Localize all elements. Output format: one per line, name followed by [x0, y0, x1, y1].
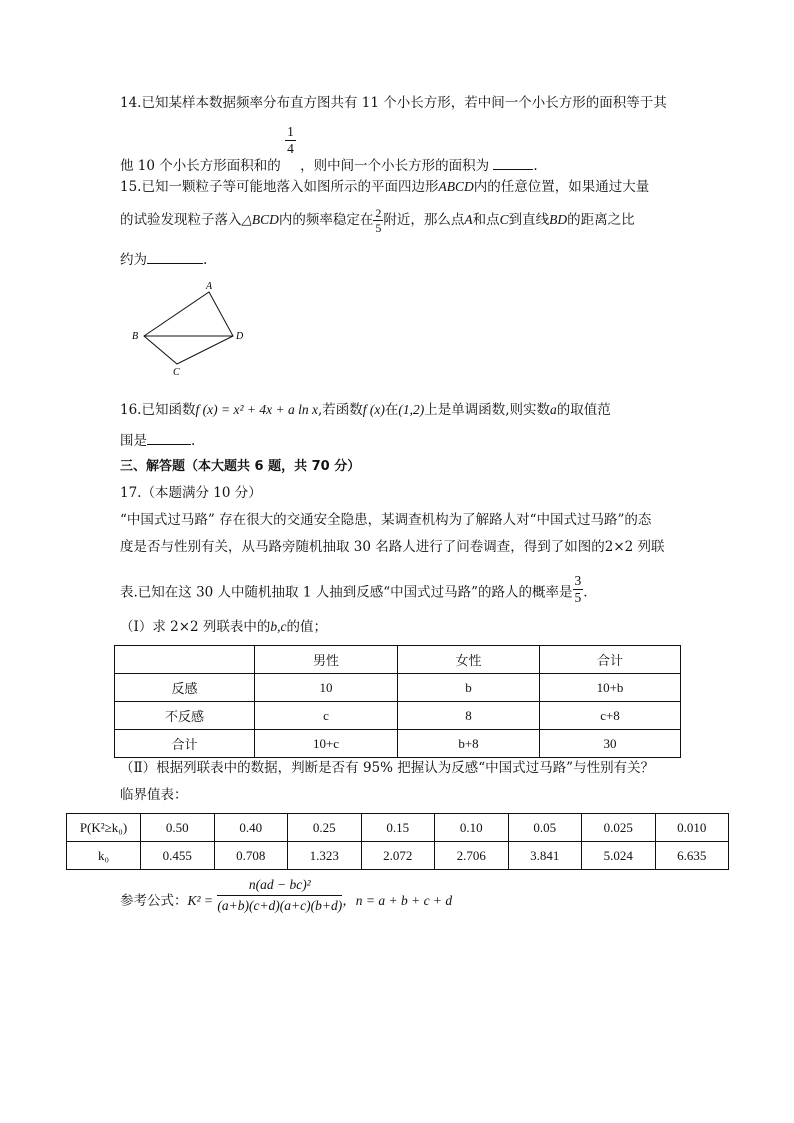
q15-var-bd: BD	[549, 212, 568, 227]
q15-frac-den: 5	[375, 221, 382, 235]
header-cell: 合计	[540, 646, 681, 674]
q14-line2	[120, 124, 538, 174]
q16-function: f (x) = x² + 4x + a ln x	[195, 402, 318, 417]
table-cell: 0.010	[655, 814, 729, 842]
table-cell: b	[398, 674, 540, 702]
label-b: B	[132, 331, 139, 342]
table-cell: 1.323	[288, 842, 362, 870]
header-cell: 男性	[255, 646, 398, 674]
q16-line1	[120, 403, 611, 418]
table-cell: 10	[255, 674, 398, 702]
table-cell: 0.40	[214, 814, 288, 842]
q17-part1-end: 的值；	[286, 619, 328, 635]
critical-value-table	[66, 813, 729, 870]
q14-text-post: ，则中间一个小长方形的面积为	[300, 157, 490, 174]
table-cell: 0.15	[361, 814, 435, 842]
critical-value-label: 临界值表：	[120, 787, 188, 803]
q17-frac-num: 3	[574, 573, 582, 588]
table-cell: 0.455	[141, 842, 215, 870]
formula-denominator: (a+b)(c+d)(a+c)(b+d)	[217, 897, 343, 913]
formula-numerator: n(ad − bc)²	[217, 878, 342, 896]
reference-formula	[120, 878, 452, 912]
q17-p3-end: .	[583, 584, 588, 601]
q15-l2-post: 的距离之比	[567, 212, 635, 228]
q16-answer-blank	[147, 432, 191, 445]
table-row	[115, 674, 681, 702]
table-cell: 2.072	[361, 842, 435, 870]
q15-var-abcd: ABCD	[438, 179, 474, 194]
formula-label: 参考公式：	[120, 892, 188, 909]
q15-l1-pre: 15.已知一颗粒子等可能地落入如图所示的平面四边形	[120, 179, 439, 195]
q15-l2-mid: 内的频率稳定在	[278, 212, 374, 228]
q17-part1-vars: b,c	[270, 619, 287, 634]
q15-frac-num: 2	[375, 206, 382, 220]
row-label: P(K²≥k₀)	[67, 814, 141, 842]
table-cell: c	[255, 702, 398, 730]
q17-part2: （Ⅱ）根据列联表中的数据，判断是否有 95% 把握认为反感“中国式过马路”与性别有关？	[120, 760, 655, 776]
table-cell: 0.10	[435, 814, 509, 842]
formula-fraction	[217, 878, 342, 912]
contingency-table	[114, 645, 681, 758]
table-row	[115, 730, 681, 758]
table-cell: 0.025	[582, 814, 656, 842]
q16-mid: ,若函数	[317, 402, 363, 418]
q14-frac-den: 4	[287, 140, 294, 156]
q17-part1-text: （Ⅰ）求 2×2 列联表中的	[120, 619, 271, 635]
q15-l2-pre: 的试验发现粒子落入	[120, 212, 242, 228]
q14-frac-num: 1	[287, 124, 294, 139]
label-d: D	[236, 331, 244, 342]
q15-var-c: C	[499, 212, 509, 227]
q17-part1	[120, 620, 327, 635]
table-cell: 3.841	[508, 842, 582, 870]
table-cell: 0.05	[508, 814, 582, 842]
q15-end: .	[203, 252, 208, 268]
table-cell: 10+b	[540, 674, 681, 702]
q15-var-a: A	[464, 212, 473, 227]
q16-pre: 16.已知函数	[120, 402, 196, 418]
table-row	[67, 842, 729, 870]
table-cell: 0.25	[288, 814, 362, 842]
table-cell: 反感	[115, 674, 255, 702]
q17-fraction	[573, 574, 584, 604]
q16-mid3: 上是单调函数,则实数	[424, 402, 551, 418]
table-cell: 8	[398, 702, 540, 730]
q15-and: 和点	[472, 212, 500, 228]
table-cell: 0.708	[214, 842, 288, 870]
table-cell: 10+c	[255, 730, 398, 758]
q15-line3	[120, 251, 207, 268]
table-cell: c+8	[540, 702, 681, 730]
q15-line2	[120, 207, 635, 234]
q15-l3: 约为	[120, 252, 147, 268]
table-cell: 5.024	[582, 842, 656, 870]
table-row	[115, 702, 681, 730]
q16-line2	[120, 432, 195, 449]
q17-p3-pre: 表.已知在这 30 人中随机抽取 1 人抽到反感“中国式过马路”的路人的概率是	[120, 584, 573, 601]
table-cell: 0.50	[141, 814, 215, 842]
row-label: k₀	[67, 842, 141, 870]
q17-p2: 度是否与性别有关，从马路旁随机抽取 30 名路人进行了问卷调查，得到了如图的2×2 列联	[120, 539, 665, 555]
q16-end: .	[191, 433, 196, 449]
q15-line1	[120, 180, 649, 195]
q16-post: 的取值范	[556, 402, 611, 418]
label-c: C	[173, 367, 180, 375]
q14-fraction	[285, 125, 296, 155]
q15-fraction	[373, 207, 383, 234]
table-cell: 30	[540, 730, 681, 758]
table-cell: 2.706	[435, 842, 509, 870]
q17-head: 17.（本题满分 10 分）	[120, 485, 262, 501]
q16-function2: f (x)	[362, 402, 385, 417]
q16-l2: 围是	[120, 433, 147, 449]
q14-answer-blank	[493, 157, 533, 170]
q16-var-a: a	[550, 402, 557, 417]
q15-l2-mid3: 到直线	[508, 212, 550, 228]
label-a: A	[206, 281, 213, 292]
q17-frac-den: 5	[574, 589, 582, 605]
table-cell: 6.635	[655, 842, 729, 870]
quadrilateral-figure	[128, 280, 253, 375]
q17-p1: “中国式过马路” 存在很大的交通安全隐患，某调查机构为了解路人对“中国式过马路”的态	[120, 512, 652, 528]
q17-p3	[120, 573, 588, 608]
header-cell: 女性	[398, 646, 540, 674]
table-cell: 不反感	[115, 702, 255, 730]
q15-answer-blank	[147, 251, 203, 264]
table-row	[67, 814, 729, 842]
table-header-row	[115, 646, 681, 674]
q14-text-pre: 他 10 个小长方形面积和的	[120, 157, 281, 174]
formula-n: ，n = a + b + c + d	[342, 892, 453, 908]
table-cell: b+8	[398, 730, 540, 758]
q15-triangle: △BCD	[241, 212, 279, 227]
q16-interval: (1,2)	[398, 402, 425, 417]
table-cell: 合计	[115, 730, 255, 758]
section-title: 三、解答题（本大题共 6 题，共 70 分）	[120, 459, 361, 474]
q14-line1: 14.已知某样本数据频率分布直方图共有 11 个小长方形，若中间一个小长方形的面积等于其	[120, 95, 667, 111]
q16-mid2: 在	[384, 402, 399, 418]
q15-l2-mid2: 附近，那么点	[383, 212, 465, 228]
header-cell	[115, 646, 255, 674]
q14-end: .	[533, 157, 538, 174]
formula-lhs: K² =	[187, 892, 214, 908]
q15-l1-post: 内的任意位置，如果通过大量	[473, 179, 650, 195]
